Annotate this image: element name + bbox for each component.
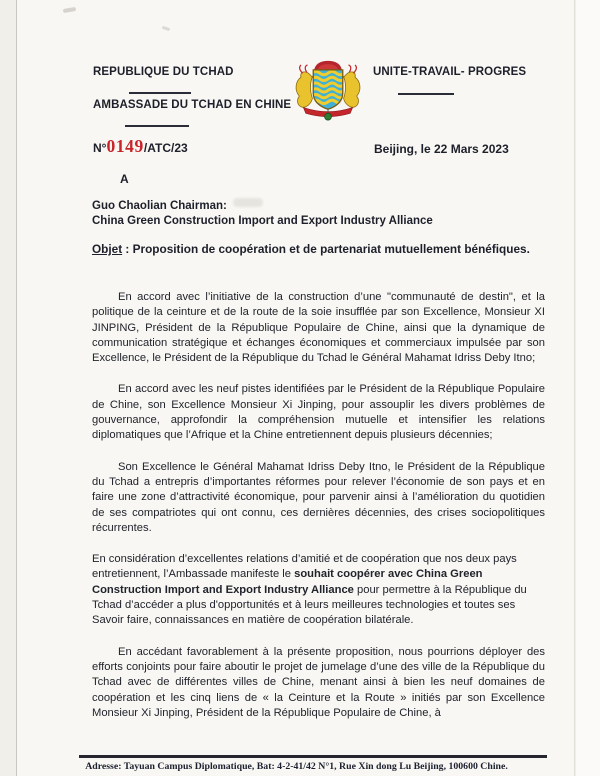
paragraph-text: pour permettre à la République du Tchad d’accéder a plus d'opportunités et à leurs meilleures technologies et toutes ses Savoir faire, connaissances en matière de coopération bilatérale.: [92, 583, 527, 627]
chad-coat-of-arms-icon: [287, 60, 369, 124]
scanner-left-strip: [0, 0, 16, 776]
republic-title: REPUBLIQUE DU TCHAD: [93, 66, 234, 78]
scanner-right-strip: [576, 0, 600, 776]
body-paragraph: En accord avec l’initiative de la construction d’une "communauté de destin", et la politique de la ceinture et de la route de la soie insufflée par son Excellence, Monsieur XI JINPING, Président de la République Populaire de Chine, ainsi que la dynamique de communication stratégique et échanges économiques et commerciaux impulsée par son Excellence, le Président de la République du Tchad le Général Mahamat Idriss Deby Itno;: [92, 291, 545, 365]
body-paragraph: Son Excellence le Général Mahamat Idriss Deby Itno, le Président de la République du Tchad a entrepris d’importantes réformes pour relever l’économie de son pays et en faire une zone d’attractivité économique, pour parvenir ainsi à l’amélioration du quotidien de ses compatriotes qui ont connu, ces dernières décennies, des crises sociopolitiques récurrentes.: [92, 460, 545, 534]
ref-suffix: /ATC/23: [143, 141, 188, 155]
embassy-title: AMBASSADE DU TCHAD EN CHINE: [93, 99, 292, 111]
letter-page: [16, 0, 575, 776]
paragraph-bold-text: souhait coopérer avec China Green Construction Import and Export Industry Alliance: [92, 568, 483, 596]
divider-line: [129, 92, 191, 94]
divider-line: [125, 125, 189, 127]
recipient-organization: China Green Construction Import and Export Industry Alliance: [92, 215, 433, 227]
recipient-name: Guo Chaolian Chairman:: [92, 200, 227, 212]
recipient-marker: A: [120, 172, 129, 186]
ref-number-red: 0149: [106, 136, 144, 156]
footer-address: Adresse: Tayuan Campus Diplomatique, Bat: 4-2-41/42 N°1, Rue Xin dong Lu Beijing, 100600 Chine.: [85, 761, 508, 772]
subject-label: Objet: [92, 242, 123, 256]
date-line: Beijing, le 22 Mars 2023: [374, 142, 509, 156]
body-paragraph: En accord avec les neuf pistes identifiées par le Président de la République Populaire de Chine, son Excellence Monsieur Xi Jinping, pour assouplir les divers problèmes de gouvernance, approfondir la compréhension mutuelle et intensifier les relations diplomatiques que l’Afrique et la Chine entretiennent depuis plusieurs décennies;: [92, 383, 545, 442]
body-paragraph: [92, 552, 545, 628]
scan-speck: [162, 26, 171, 31]
body-paragraph: En accédant favorablement à la présente proposition, nous pourrions déployer des efforts conjoints pour faire aboutir le projet de jumelage d’une des ville de la République du Tchad avec de différentes villes de Chine, menant ainsi à bien les neuf domaines de coopération et les cinq liens de « la Ceinture et la Route » initiés par son Excellence Monsieur Xi Jinping, Président de la République Populaire de Chine, à: [92, 645, 545, 719]
paragraph-text: En considération d’excellentes relations d’amitié et de coopération que nos deux pays entretiennent, l’Ambassade manifeste le: [92, 553, 517, 581]
scan-speck: [63, 7, 76, 13]
divider-line: [398, 93, 454, 95]
reference-number: [93, 136, 188, 157]
letter-body: [92, 290, 545, 737]
subject-separator: :: [122, 242, 133, 256]
recipient-block: [92, 199, 562, 229]
motto-title: UNITE-TRAVAIL- PROGRES: [373, 66, 527, 78]
ref-prefix: N°: [93, 141, 107, 155]
subject-text: Proposition de coopération et de partenariat mutuellement bénéfiques.: [132, 242, 530, 256]
footer-rule: [79, 755, 547, 758]
subject-line: [92, 241, 554, 257]
